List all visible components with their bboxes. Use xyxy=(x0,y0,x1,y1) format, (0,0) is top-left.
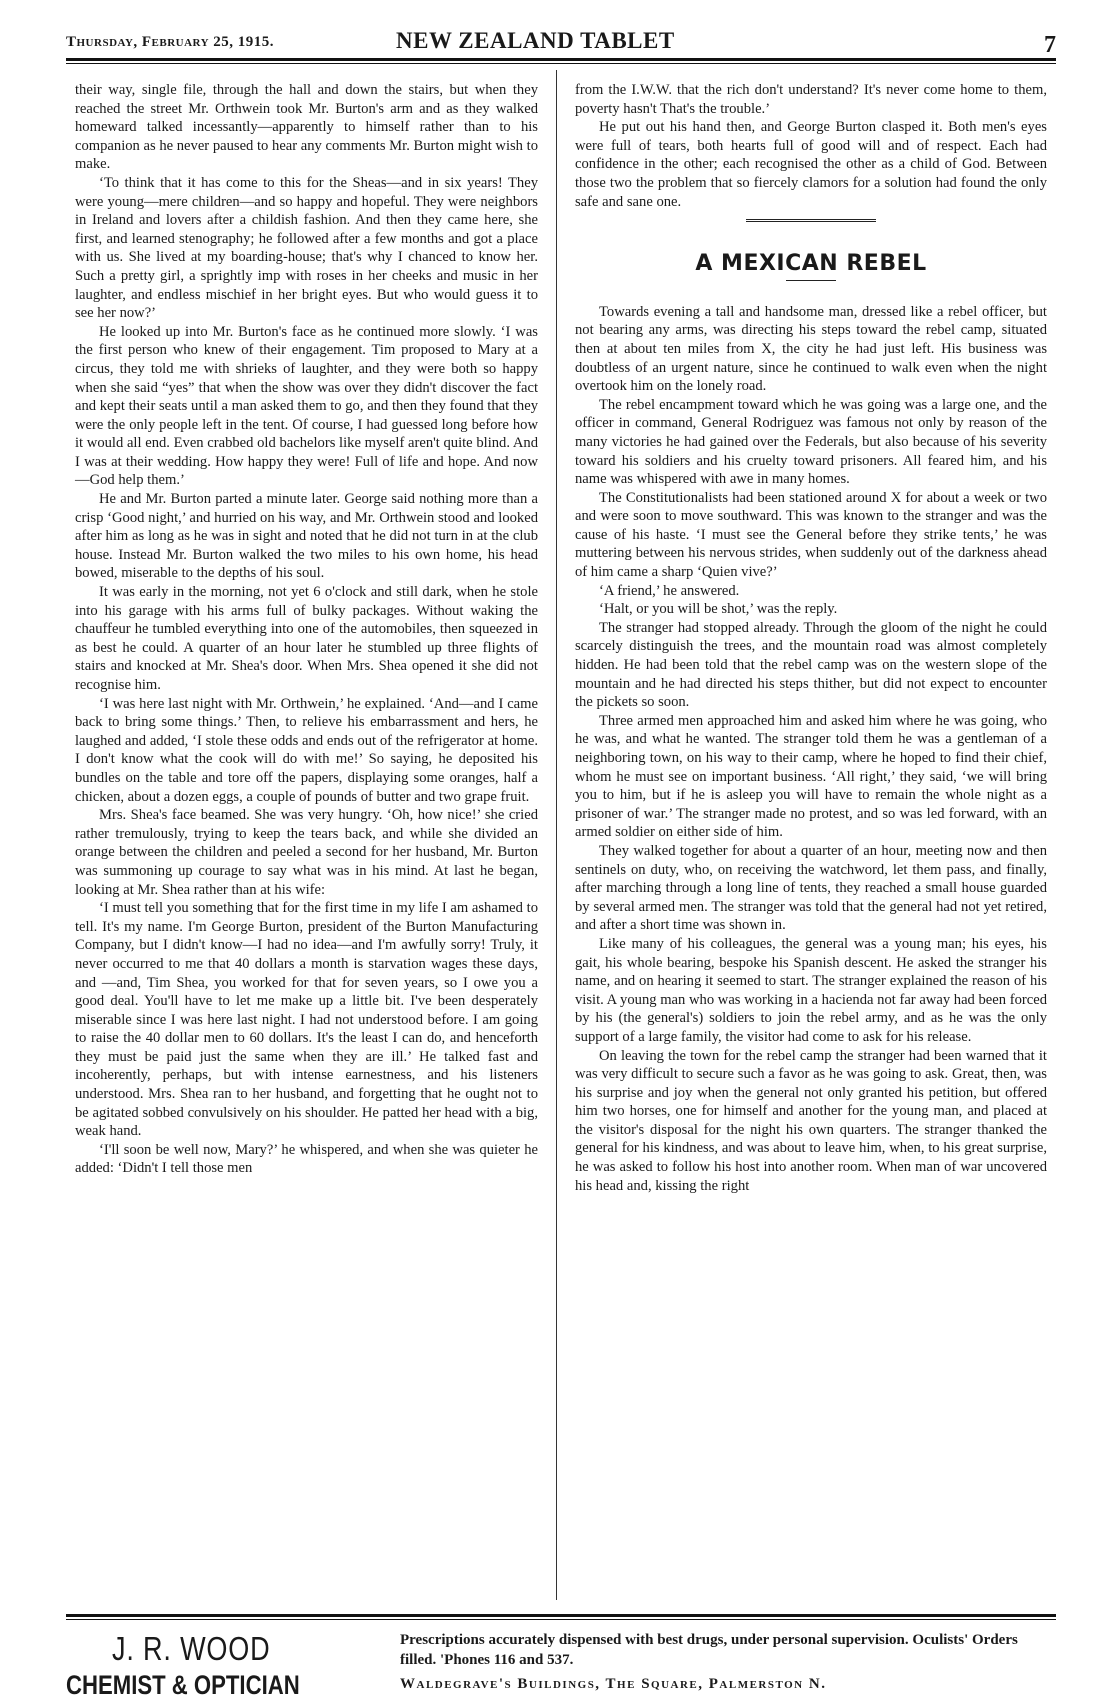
left-column xyxy=(75,81,538,1178)
paragraph: It was early in the morning, not yet 6 o'clock and still dark, when he stole into his garage with his arms full of bulky packages. Without waking the chauffeur he tumbled everything into one of the automobiles, then squeezed in as best he could. A quarter of an hour later he stumbled up three flights of stairs and knocked at Mr. Shea's door. When Mrs. Shea opened it she did not recognise him. xyxy=(75,584,538,693)
issue-date: Thursday, February 25, 1915. xyxy=(66,34,275,50)
page-number: 7 xyxy=(1044,32,1056,58)
paragraph: They walked together for about a quarter of an hour, meeting now and then sentinels on duty, who, on receiving the watchword, let them pass, and finally, after marching through a long line of tents, they reached a small house guarded by several armed men. The stranger was told that the general had not yet retired, and after a short time was shown in. xyxy=(575,842,1047,934)
paragraph: ‘To think that it has come to this for the Sheas—and in six years! They were young—mere children—and so happy and hopeful. They were neighbors in Ireland and lovers after a childish fashion. And then they came here, she first, and learned stenography; he followed after a few months and got a place with us. She lived at my boarding-house; that's why I chanced to know her. Such a pretty girl, a sprightly imp with roses in her cheeks and music in her laughter, and endless mischief in her bright eyes. But who would guess it to see her now?’ xyxy=(75,174,538,322)
paragraph: The rebel encampment toward which he was going was a large one, and the officer in command, General Rodriguez was famous not only by reason of the many victories he had gained over the Federals, but also because of his severity toward his soldiers and his cruelty toward prisoners. All feared him, and his name was whispered with awe in many homes. xyxy=(575,396,1047,488)
article-heading: A MEXICAN REBEL xyxy=(695,251,927,277)
header-rule-thin xyxy=(66,63,1056,64)
paragraph: ‘I'll soon be well now, Mary?’ he whispered, and when she was quieter he added: ‘Didn't I tell those men xyxy=(75,1141,538,1177)
paragraph: ‘Halt, or you will be shot,’ was the reply. xyxy=(599,601,838,618)
paragraph: The stranger had stopped already. Through the gloom of the night he could scarcely distinguish the trees, and the mountain road was almost completely hidden. He had been told that the rebel camp was on the western slope of the mountain and he had directed his steps thither, but did not expect to encounter the pickets so soon. xyxy=(575,619,1047,711)
paragraph: Like many of his colleagues, the general was a young man; his eyes, his gait, his whole bearing, bespoke his Spanish descent. He asked the stranger his name, and on hearing it seemed to start. The stranger explained the reason of his visit. A young man who was working in a hacienda not far away had been forced by his (the general's) soldiers to join the rebel army, and as he was the only support of a large family, the visitor had come to ask for his release. xyxy=(575,935,1047,1045)
paragraph: ‘I was here last night with Mr. Orthwein,’ he explained. ‘And—and I came back to bring some things.’ Then, to relieve his embarrassment and hers, he laughed and added, ‘I stole these odds and ends out of the refrigerator at home. I don't know what the cook will do with me!’ So saying, he deposited his bundles on the table and tore off the papers, displaying some oranges, half a chicken, about a dozen eggs, a couple of pounds of butter and two grape fruit. xyxy=(75,695,538,805)
publication-title: NEW ZEALAND TABLET xyxy=(396,28,675,53)
paragraph: Towards evening a tall and handsome man, dressed like a rebel officer, but not bearing any arms, was directing his steps toward the rebel camp, situated then at about ten miles from X, the city he had just left. His business was doubtless of an urgent nature, since he continued to walk even when the night overtook him on the lonely road. xyxy=(575,303,1047,395)
paragraph: Mrs. Shea's face beamed. She was very hungry. ‘Oh, how nice!’ she cried rather tremulously, trying to keep the tears back, and while she divided an orange between the children and peeled a second for her husband, Mr. Burton was summoning up courage to say what was in his mind. At last he began, looking at Mr. Shea rather than at his wife: xyxy=(75,807,538,898)
footer-rule xyxy=(66,1614,1056,1617)
paragraph: ‘A friend,’ he answered. xyxy=(599,582,740,599)
advertiser-name: J. R. WOOD xyxy=(112,1630,271,1667)
paragraph: from the I.W.W. that the rich don't understand? It's never come home to them, poverty hasn't That's the trouble.’ xyxy=(575,82,1047,117)
heading-rule xyxy=(786,280,836,281)
paragraph: On leaving the town for the rebel camp the stranger had been warned that it was very difficult to secure such a favor as he was going to ask. Great, then, was his surprise and joy when the general not only granted his petition, but offered him two horses, one for himself and another for the young man, and placed at the visitor's disposal for the night his own quarters. The stranger thanked the general for his kindness, and was about to leave him, when, to his great surprise, he was asked to follow his host into another room. When man of war uncovered his head and, kissing the right xyxy=(575,1047,1047,1194)
advertisement xyxy=(66,1622,1056,1700)
column-divider xyxy=(556,70,557,1600)
paragraph: He and Mr. Burton parted a minute later. George said nothing more than a crisp ‘Good night,’ and hurried on his way, and Mr. Orthwein stood and looked after him as long as he was in sight and noted that he did not turn in at the club house. Instead Mr. Burton walked the two miles to his own home, his head bowed, miserable to the depths of his soul. xyxy=(75,491,538,582)
paragraph: The Constitutionalists had been stationed around X for about a week or two and were soon to move southward. This was known to the stranger and was the cause of his haste. ‘I must see the General before they strike tents,’ he was muttering between his nervous strides, when suddenly out of the darkness ahead of him came a sharp ‘Quien vive?’ xyxy=(575,489,1047,581)
footer-rule-thin xyxy=(66,1619,1056,1620)
advertisement-text: Prescriptions accurately dispensed with best drugs, under personal supervision. Oculists' Orders filled. 'Phones 116 and 537. xyxy=(400,1632,1018,1668)
paragraph: ‘I must tell you something that for the first time in my life I am ashamed to tell. It's my name. I'm George Burton, president of the Burton Manufacturing Company, but I didn't know—I had no idea—and I'm awfully sorry! Truly, it never occurred to me that 40 dollars a month is starvation wages these days, and —and, Tim Shea, you worked for that for seven years, so I owe you a good deal. You'll have to let me make up a little bit. I've been desperately miserable since I was here last night. I had not understood before. I am going to raise the 40 dollar men to 60 dollars. It's the least I can do, and henceforth they must be paid just the same when they are ill.’ He talked fast and incoherently, perhaps, but with intense earnestness, and his listeners understood. Mrs. Shea ran to her husband, and forgetting that he ought not to be agitated sobbed convulsively on his shoulder. He patted her head with a big, weak hand. xyxy=(75,900,538,1140)
page-header xyxy=(66,28,1056,62)
right-column xyxy=(575,81,1047,1195)
paragraph: He looked up into Mr. Burton's face as he continued more slowly. ‘I was the first person who knew of their engagement. Tim proposed to Mary at a circus, they told me with shrieks of laughter, and they were both so happy when she said “yes” that when the show was over they didn't discover the fact and kept their seats until a man asked them to go, and then they found that they were the only people left in the tent. Of course, I had guessed long before how it would all end. Even crabbed old bachelors like myself aren't quite blind. And I was at their wedding. How happy they were! Full of life and hope. And now—God help them.’ xyxy=(75,323,538,489)
paragraph: their way, single file, through the hall and down the stairs, but when they reached the street Mr. Orthwein took Mr. Burton's arm and as they walked homeward talked incessantly—apparently to himself rather than to his companion as he never paused to hear any comments Mr. Burton might wish to make. xyxy=(75,82,538,173)
paragraph: Three armed men approached him and asked him where he was going, who he was, and what he wanted. The stranger told them he was a gentleman of a neighboring town, on his way to their camp, where he hoped to find their chief, whom he must see on important business. ‘All right,’ they said, ‘we will bring you to him, but if he is asleep you will have to remain the whole night as a prisoner of war.’ The stranger made no protest, and so was led forward, with an armed soldier on either side of him. xyxy=(575,712,1047,841)
advertisement-address: Waldegrave's Buildings, The Square, Palmerston N. xyxy=(400,1676,827,1692)
paragraph: He put out his hand then, and George Burton clasped it. Both men's eyes were full of tears, both hearts full of good will and of respect. Each had confidence in the other; each recognised the other as a child of God. Between those two the problem that so fiercely clamors for a solution had found the only safe and sane one. xyxy=(575,119,1047,210)
story-end-rule xyxy=(746,219,876,225)
advertiser-title: CHEMIST & OPTICIAN xyxy=(66,1670,300,1700)
header-rule xyxy=(66,58,1056,61)
